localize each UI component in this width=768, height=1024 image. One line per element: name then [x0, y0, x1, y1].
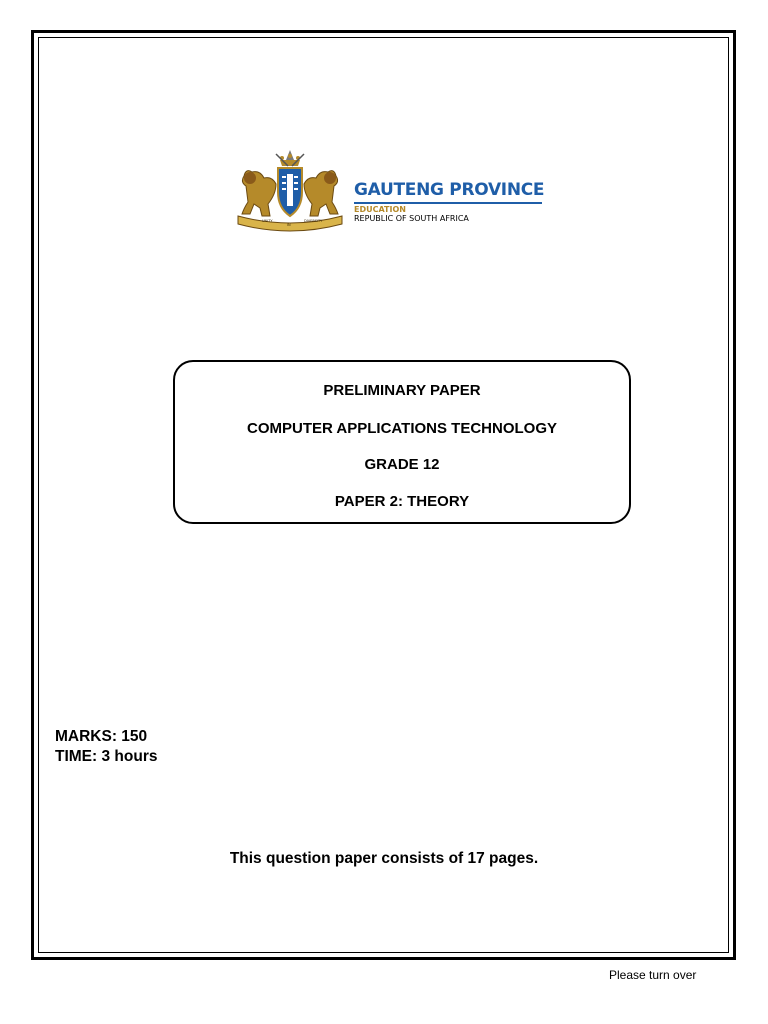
page-count-note: This question paper consists of 17 pages.	[229, 850, 539, 867]
country-name: REPUBLIC OF SOUTH AFRICA	[354, 214, 469, 223]
crest-motto-2: IN	[287, 223, 291, 227]
paper-type: PRELIMINARY PAPER	[323, 382, 481, 399]
grade-label: GRADE 12	[364, 456, 440, 473]
turn-over-note: Please turn over	[609, 968, 697, 982]
marks-label: MARKS: 150	[55, 728, 148, 745]
province-underline	[354, 202, 542, 204]
department-name: EDUCATION	[354, 205, 406, 214]
time-label: TIME: 3 hours	[55, 748, 158, 765]
subject-name: COMPUTER APPLICATIONS TECHNOLOGY	[246, 420, 557, 437]
paper-number: PAPER 2: THEORY	[334, 493, 470, 510]
exam-meta	[55, 727, 157, 767]
province-name: GAUTENG PROVINCE	[354, 180, 545, 200]
gauteng-logo	[232, 146, 552, 232]
title-box	[173, 360, 631, 524]
crest-motto-3: DIVERSITY	[304, 219, 323, 223]
coat-of-arms-icon	[232, 146, 348, 232]
crest-motto-1: UNITY	[262, 219, 273, 223]
